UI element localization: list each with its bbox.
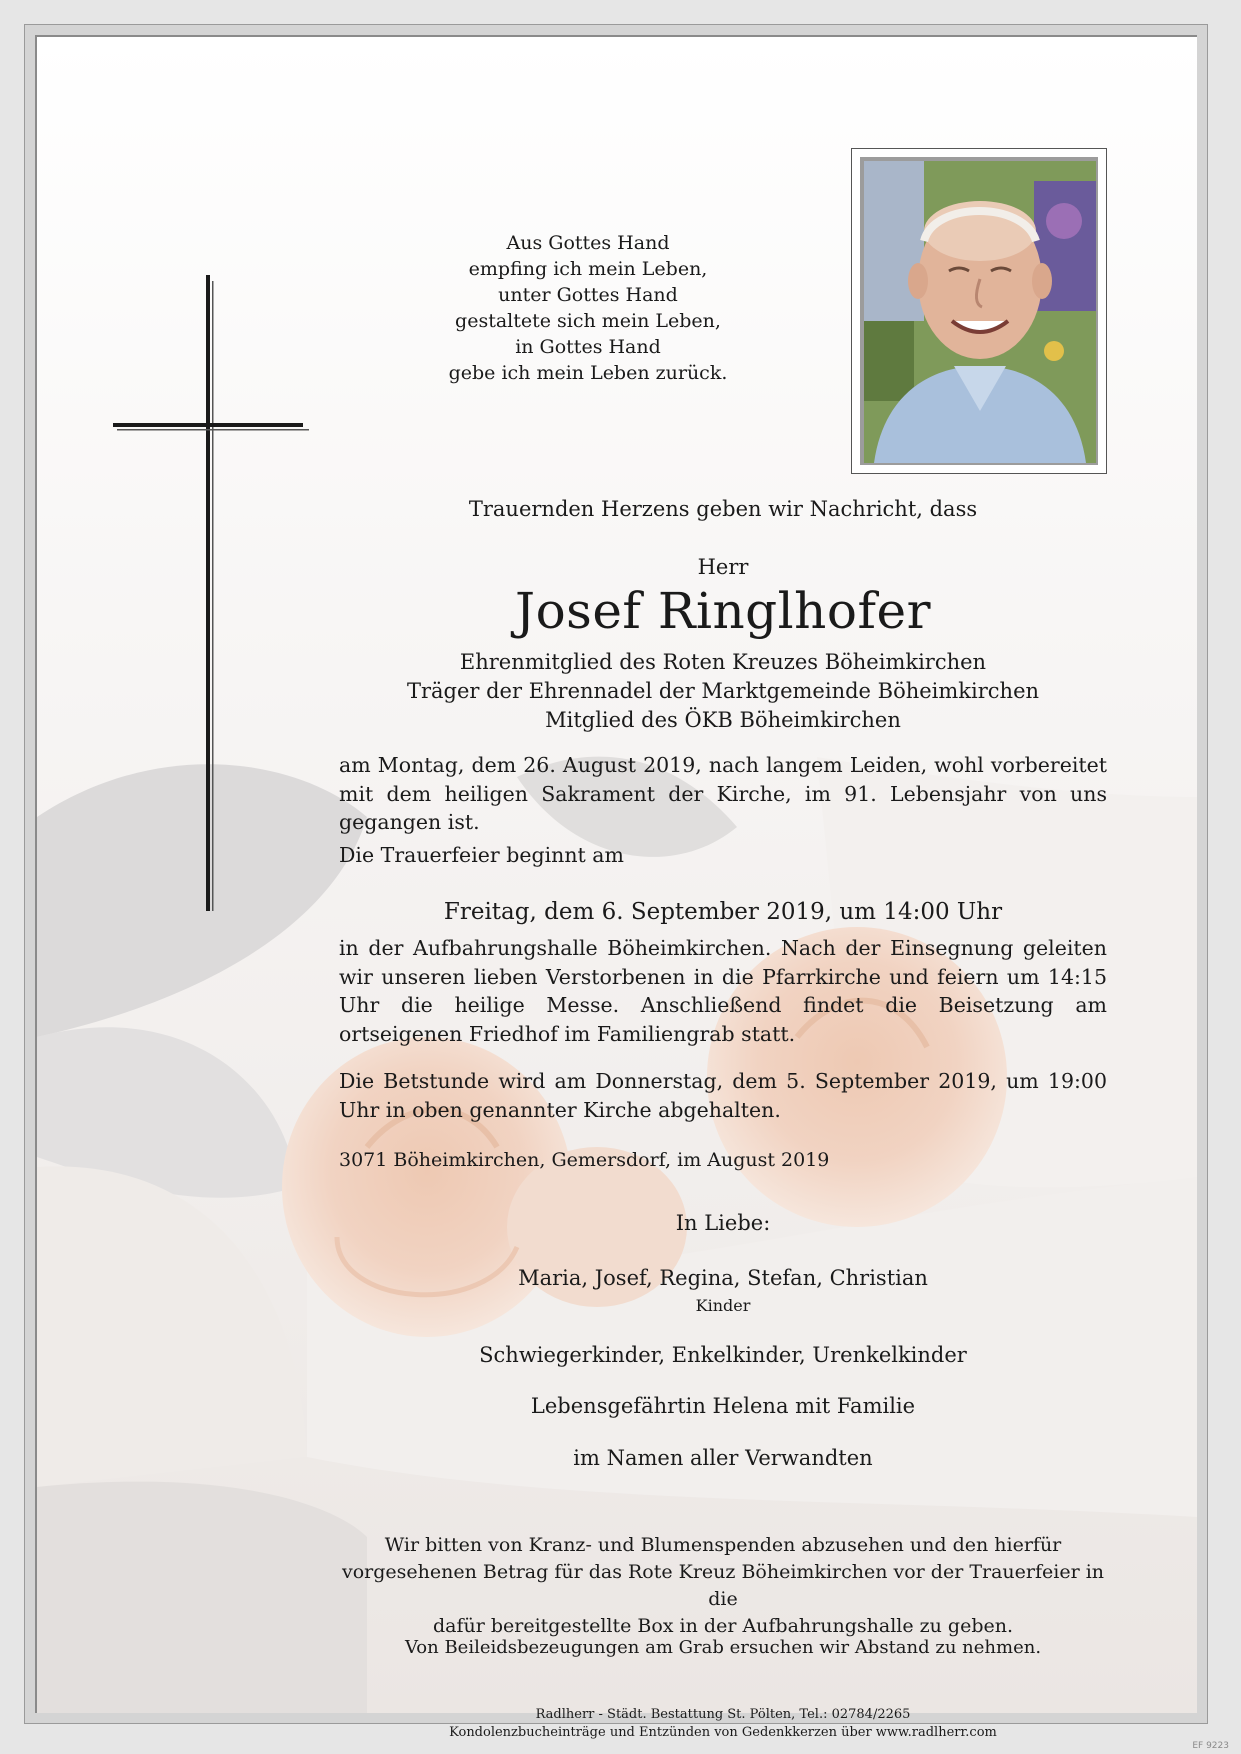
request-line: Wir bitten von Kranz- und Blumenspenden abzusehen und den hierfür	[384, 1534, 1062, 1556]
death-text: am Montag, dem 26. August 2019, nach langem Leiden, wohl vorbereitet mit dem heiligen Sakrament der Kirche, im 91. Lebensjahr von uns gegangen ist.	[339, 753, 1107, 834]
cross-icon	[113, 275, 309, 911]
condolence-note: Von Beileidsbezeugungen am Grab ersuchen wir Abstand zu nehmen.	[404, 1637, 1042, 1658]
funeral-intro: Die Trauerfeier beginnt am	[339, 843, 624, 867]
in-love: In Liebe:	[675, 1211, 771, 1235]
children-label: Kinder	[695, 1296, 751, 1315]
poem-line: unter Gottes Hand	[498, 284, 678, 306]
relatives-line: Schwiegerkinder, Enkelkinder, Urenkelkinder	[479, 1343, 967, 1367]
poem-line: in Gottes Hand	[515, 336, 661, 358]
footer-line: Radlherr - Städt. Bestattung St. Pölten, Tel.: 02784/2265	[535, 1707, 911, 1722]
relatives-line: im Namen aller Verwandten	[573, 1446, 873, 1470]
poem-line: Aus Gottes Hand	[506, 232, 670, 254]
poem-line: empfing ich mein Leben,	[468, 258, 708, 280]
poem-line: gebe ich mein Leben zurück.	[448, 362, 728, 384]
funeral-date: Freitag, dem 6. September 2019, um 14:00 Uhr	[443, 899, 1003, 925]
intro-text: Trauernden Herzens geben wir Nachricht, dass	[468, 497, 978, 521]
donation-request	[329, 1532, 1117, 1640]
relatives-line: Lebensgefährtin Helena mit Familie	[530, 1394, 916, 1418]
honors	[339, 648, 1107, 735]
card-frame	[24, 24, 1208, 1740]
poem-line: gestaltete sich mein Leben,	[455, 310, 721, 332]
honor-line: Ehrenmitglied des Roten Kreuzes Böheimkirchen	[459, 650, 987, 674]
salutation: Herr	[697, 555, 749, 579]
children-names: Maria, Josef, Regina, Stefan, Christian	[518, 1266, 928, 1290]
honor-line: Mitglied des ÖKB Böheimkirchen	[545, 708, 901, 732]
card	[35, 35, 1197, 1740]
portrait-frame	[851, 148, 1107, 474]
funeral-text: in der Aufbahrungshalle Böheimkirchen. Nach der Einsegnung geleiten wir unseren lieben Verstorbenen in die Pfarrkirche und feiern um 14:15 Uhr die heilige Messe. Anschließend findet die Beisetzung am ortseigenen Friedhof im Familiengrab statt.	[339, 936, 1107, 1046]
prayer-text: Die Betstunde wird am Donnerstag, dem 5. September 2019, um 19:00 Uhr in oben genannter Kirche abgehalten.	[339, 1069, 1107, 1122]
footer-line: Kondolenzbucheinträge und Entzünden von Gedenkkerzen über www.radlherr.com	[449, 1725, 997, 1740]
place-date: 3071 Böheimkirchen, Gemersdorf, im August 2019	[339, 1149, 830, 1171]
deceased-name: Josef Ringlhofer	[515, 582, 931, 640]
poem	[323, 230, 853, 386]
request-line: dafür bereitgestellte Box in der Aufbahrungshalle zu geben.	[432, 1615, 1014, 1637]
honor-line: Träger der Ehrennadel der Marktgemeinde Böheimkirchen	[406, 679, 1040, 703]
request-line: vorgesehenen Betrag für das Rote Kreuz Böheimkirchen vor der Trauerfeier in die	[341, 1561, 1105, 1610]
document-code: EF 9223	[1192, 1741, 1229, 1751]
portrait-photo	[860, 157, 1098, 465]
footer	[329, 1706, 1117, 1742]
